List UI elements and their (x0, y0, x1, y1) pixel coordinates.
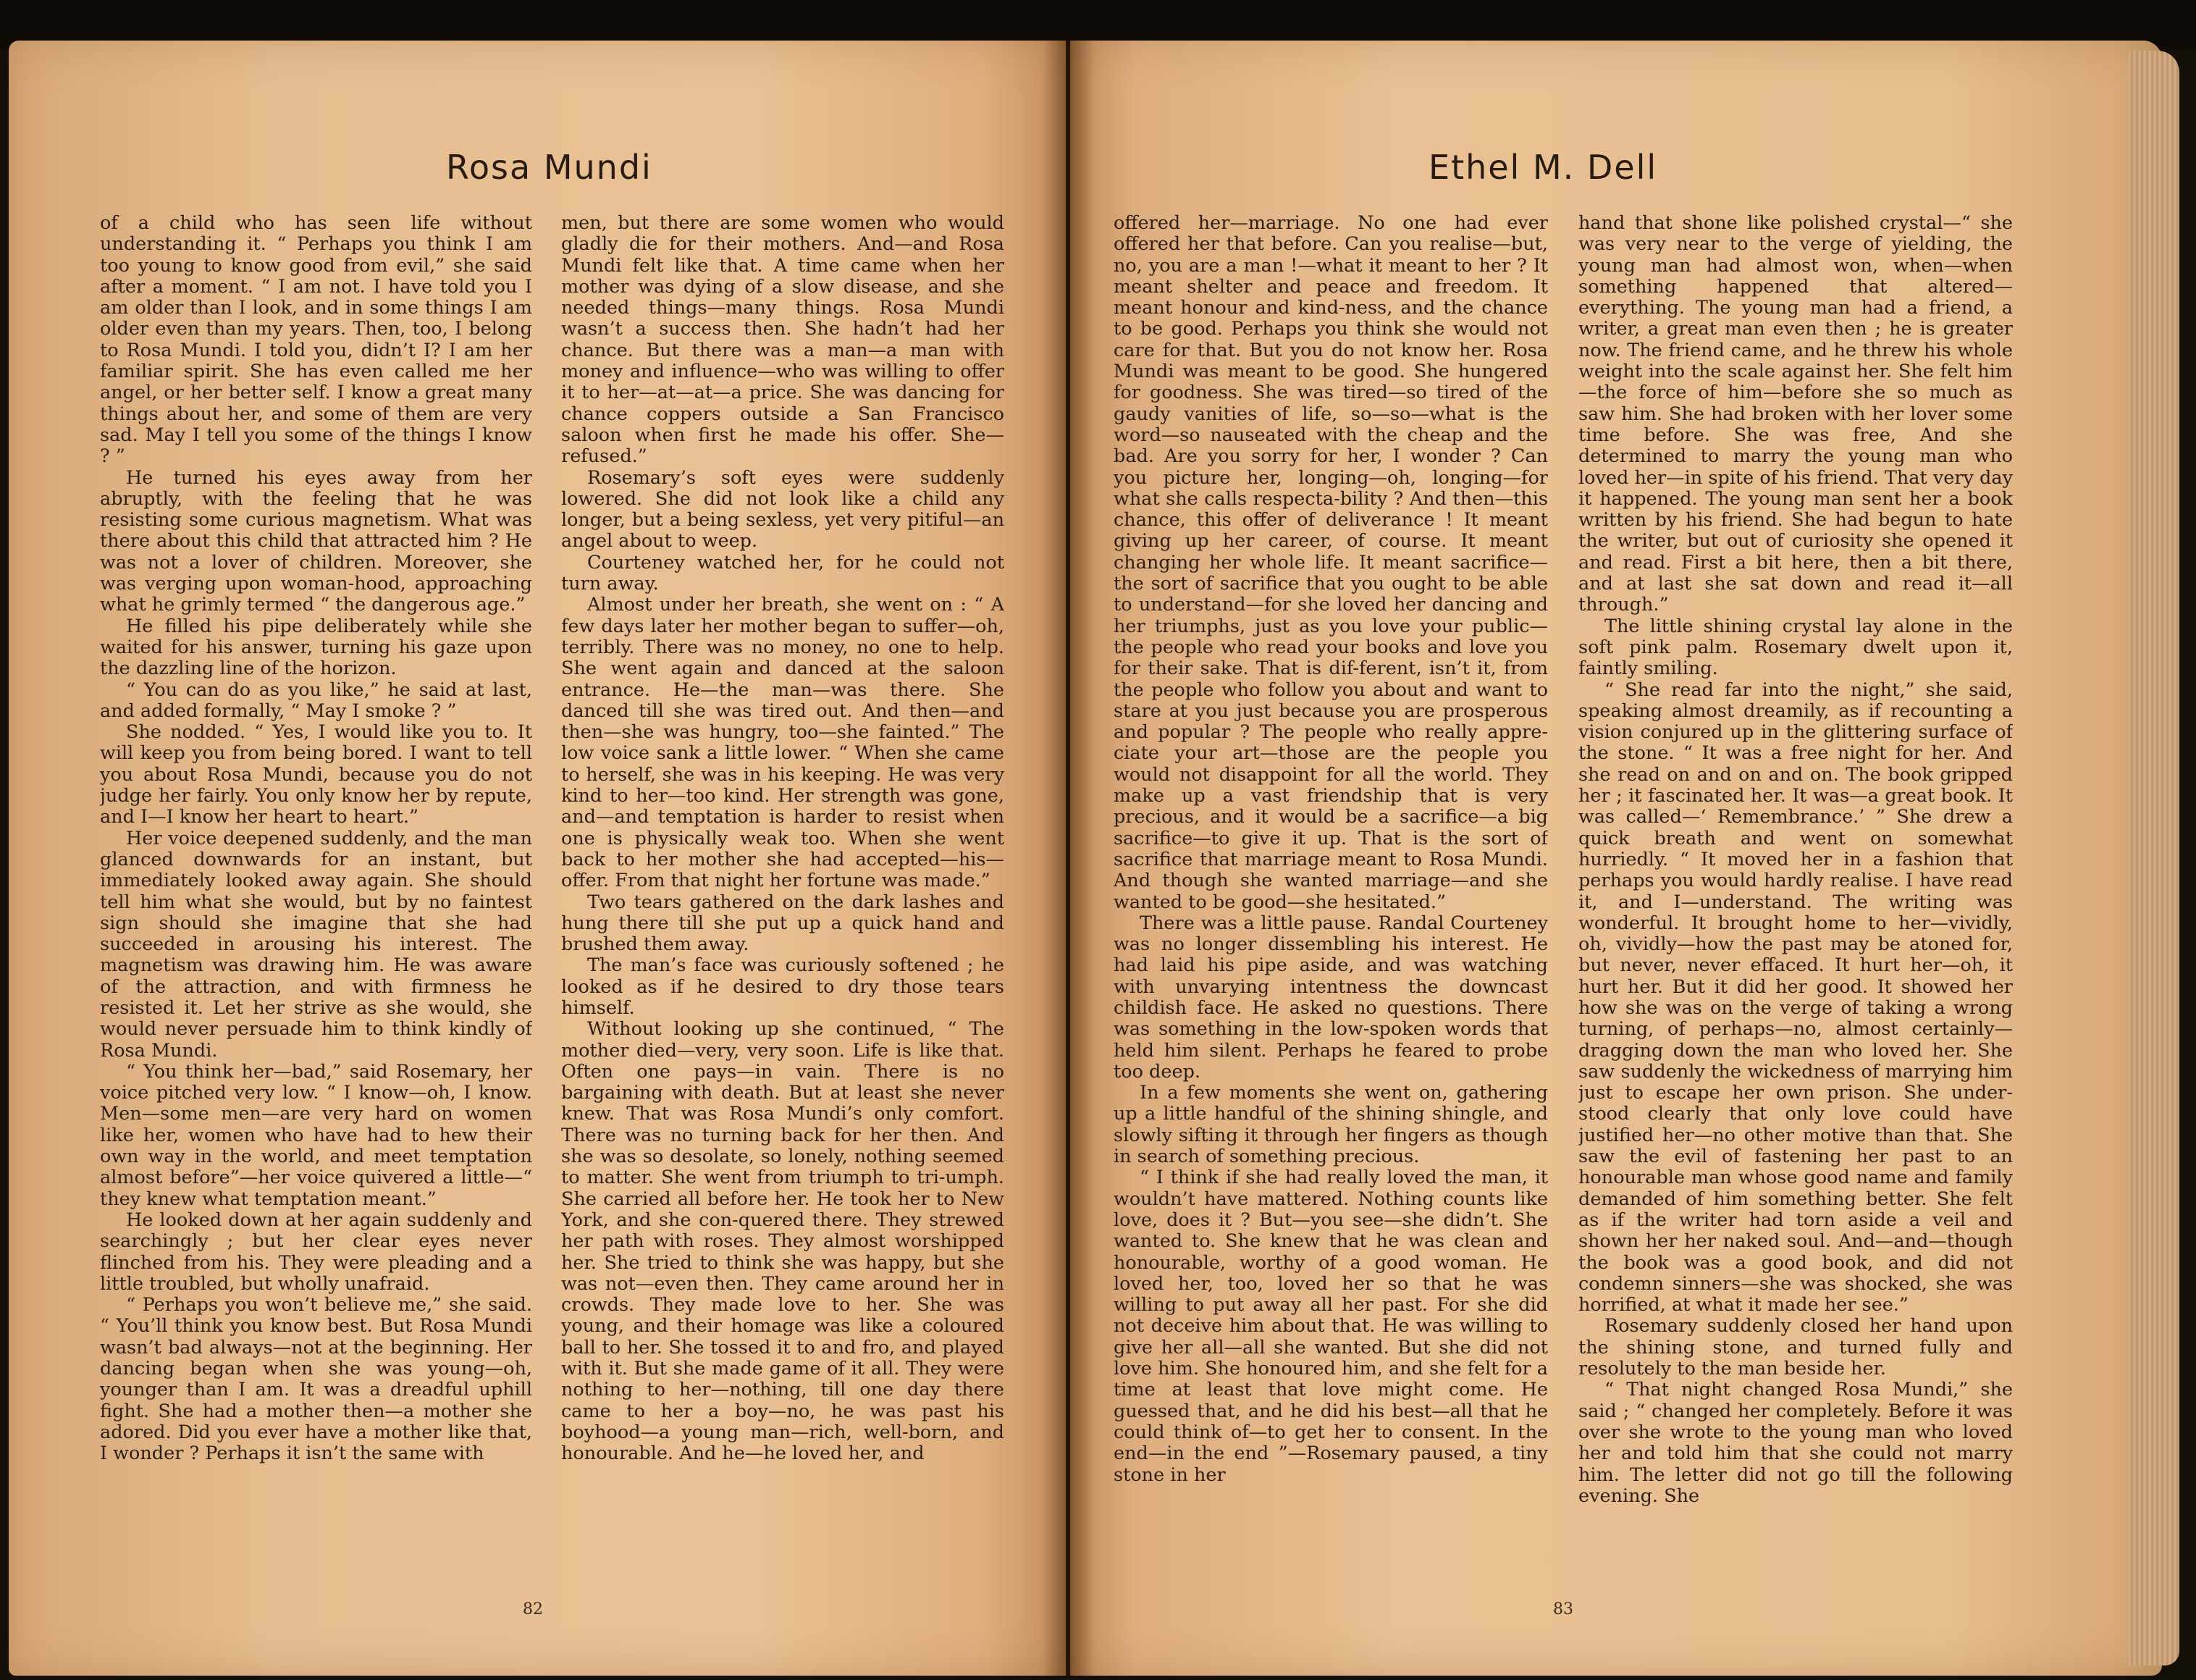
paragraph: There was a little pause. Randal Courteney was no longer dissembling his interest. He had laid his pipe aside, and was watching with unvarying intentness the downcast childish face. He asked no questions. There was something in the low-spoken words that held him silent. Perhaps he feared to probe too deep. (1114, 912, 1548, 1083)
paragraph: She nodded. “ Yes, I would like you to. It will keep you from being bored. I want to tell you about Rosa Mundi, because you do not judge her fairly. You only know her by repute, and I—I know her heart to heart.” (100, 721, 532, 828)
right-page-column-2 (1578, 213, 2013, 1603)
left-page-column-2 (561, 213, 1004, 1603)
paragraph: Her voice deepened suddenly, and the man glanced downwards for an instant, but immediately looked away again. She should tell him what she would, but by no faintest sign should she imagine that she had succeeded in arousing his interest. The magnetism was drawing him. He was aware of the attraction, and with firmness he resisted it. Let her strive as she would, she would never persuade him to think kindly of Rosa Mundi. (100, 827, 532, 1062)
page-edges (2129, 51, 2179, 1666)
running-head-title: Rosa Mundi (446, 148, 652, 187)
running-head-author: Ethel M. Dell (1429, 148, 1658, 187)
paragraph: He turned his eyes away from her abruptly, with the feeling that he was resisting some curious magnetism. What was there about this child that attracted him ? He was not a lover of children. Moreover, she was verging upon woman-hood, approaching what he grimly termed “ the dangerous age.” (100, 466, 532, 616)
paragraph: of a child who has seen life without understanding it. “ Perhaps you think I am too young to know good from evil,” she said after a moment. “ I am not. I have told you I am older than I look, and in some things I am older even than my years. Then, too, I belong to Rosa Mundi. I told you, didn’t I? I am her familiar spirit. She has even called me her angel, or her better self. I know a great many things about her, and some of them are very sad. May I tell you some of the things I know ? ” (100, 213, 532, 468)
paragraph: He looked down at her again suddenly and searchingly ; but her clear eyes never flinched from his. They were pleading and a little troubled, but wholly unafraid. (100, 1209, 532, 1295)
paragraph: Rosemary’s soft eyes were suddenly lowered. She did not look like a child any longer, but a being sexless, yet very pitiful—an angel about to weep. (561, 466, 1004, 553)
page-number: 83 (1553, 1600, 1573, 1618)
paragraph: offered her—marriage. No one had ever offered her that before. Can you realise—but, no, you are a man !—what it meant to her ? It meant shelter and peace and freedom. It meant honour and kind-ness, and the chance to be good. Perhaps you think she would not care for that. But you do not know her. Rosa Mundi was meant to be good. She hungered for goodness. She was tired—so tired of the gaudy vanities of life, so—so—what is the word—so nauseated with the cheap and the bad. Are you sorry for her, I wonder ? Can you picture her, longing—oh, longing—for what she calls respecta-bility ? And then—this chance, this offer of deliverance ! It meant giving up her career, of course. It meant changing her whole life. It meant sacrifice—the sort of sacrifice that you ought to be able to understand—for she loved her dancing and her triumphs, just as you love your public—the people who read your books and love you for their sake. That is dif-ferent, isn’t it, from the people who follow you about and want to stare at you just because you are prosperous and popular ? The people who really appre-ciate your art—those are the people you would not disappoint for all the world. They make up a vast friendship that is very precious, and it would be a sacrifice—a big sacrifice—to give it up. That is the sort of sacrifice that marriage meant to Rosa Mundi. And though she wanted marriage—and she wanted to be good—she hesitated.” (1114, 213, 1548, 913)
paragraph: men, but there are some women who would gladly die for their mothers. And—and Rosa Mundi felt like that. A time came when her mother was dying of a slow disease, and she needed things—many things. Rosa Mundi wasn’t a success then. She hadn’t had her chance. But there was a man—a man with money and influence—who was willing to offer it to her—at—at—a price. She was dancing for chance coppers outside a San Francisco saloon when first he made his offer. She—refused.” (561, 213, 1004, 468)
paragraph: In a few moments she went on, gathering up a little handful of the shining shingle, and slowly sifting it through her fingers as though in search of something precious. (1114, 1082, 1548, 1168)
page-number: 82 (523, 1600, 543, 1618)
paragraph: “ You can do as you like,” he said at last, and added formally, “ May I smoke ? ” (100, 679, 532, 722)
paragraph: hand that shone like polished crystal—“ she was very near to the verge of yielding, the young man had almost won, when—when something happened that altered—everything. The young man had a friend, a writer, a great man even then ; he is greater now. The friend came, and he threw his whole weight into the scale against her. She felt him—the force of him—before she so much as saw him. She had broken with her lover some time before. She was free, And she determined to marry the young man who loved her—in spite of his friend. That very day it happened. The young man sent her a book written by his friend. She had begun to hate the writer, but out of curiosity she opened it and read. First a bit here, then a bit there, and at last she sat down and read it—all through.” (1578, 213, 2013, 616)
paragraph: “ You think her—bad,” said Rosemary, her voice pitched very low. “ I know—oh, I know. Men—some men—are very hard on women like her, women who have had to hew their own way in the world, and meet temptation almost before”—her voice quivered a little—“ they knew what temptation meant.” (100, 1060, 532, 1210)
paragraph: “ Perhaps you won’t believe me,” she said. “ You’ll think you know best. But Rosa Mundi wasn’t bad always—not at the beginning. Her dancing began when she was young—oh, younger than I am. It was a dreadful uphill fight. She had a mother then—a mother she adored. Did you ever have a mother like that, I wonder ? Perhaps it isn’t the same with (100, 1294, 532, 1465)
paragraph: He filled his pipe deliberately while she waited for his answer, turning his gaze upon the dazzling line of the horizon. (100, 615, 532, 680)
paragraph: The man’s face was curiously softened ; he looked as if he desired to dry those tears himself. (561, 954, 1004, 1019)
right-page-column-1 (1114, 213, 1548, 1603)
paragraph: “ She read far into the night,” she said, speaking almost dreamily, as if recounting a vision conjured up in the glittering surface of the stone. “ It was a free night for her. And she read on and on and on. The book gripped her ; it fascinated her. It was—a great book. It was called—‘ Remembrance.’ ” She drew a quick breath and went on somewhat hurriedly. “ It moved her in a fashion that perhaps you would hardly realise. I have read it, and I—understand. The writing was wonderful. It brought home to her—vividly, oh, vividly—how the past may be atoned for, but never, never effaced. It hurt her—oh, it hurt her. But it did her good. It showed her how she was on the verge of taking a wrong turning, of perhaps—no, almost certainly—dragging down the man who loved her. She saw suddenly the wickedness of marrying him just to escape her own prison. She under-stood clearly that only love could have justified her—no other motive than that. She saw the evil of fastening her past to an honourable man whose good name and family demanded of him something better. She felt as if the writer had torn aside a veil and shown her her naked soul. And—and—though the book was a good book, and did not condemn sinners—she was shocked, she was horrified, at what it made her see.” (1578, 679, 2013, 1316)
paragraph: Rosemary suddenly closed her hand upon the shining stone, and turned fully and resolutely to the man beside her. (1578, 1315, 2013, 1380)
paragraph: Almost under her breath, she went on : “ A few days later her mother began to suffer—oh, terribly. There was no money, no one to help. She went again and danced at the saloon entrance. He—the man—was there. She danced till she was tired out. And then—and then—she was hungry, too—she fainted.” The low voice sank a little lower. “ When she came to herself, she was in his keeping. He was very kind to her—too kind. Her strength was gone, and—and temptation is harder to resist when one is physically weak too. When she went back to her mother she had accepted—his—offer. From that night her fortune was made.” (561, 594, 1004, 892)
paragraph: Two tears gathered on the dark lashes and hung there till she put up a quick hand and brushed them away. (561, 891, 1004, 956)
right-page (1070, 41, 2162, 1676)
paragraph: “ That night changed Rosa Mundi,” she said ; “ changed her completely. Before it was over she wrote to the young man who loved her and told him that she could not marry him. The letter did not go till the following evening. She (1578, 1379, 2013, 1507)
left-page-column-1 (100, 213, 532, 1603)
paragraph: “ I think if she had really loved the man, it wouldn’t have mattered. Nothing counts like love, does it ? But—you see—she didn’t. She wanted to. She knew that he was clean and honourable, worthy of a good woman. He loved her, too, loved her so that he was willing to put away all her past. For she did not deceive him about that. He was willing to give her all—all she wanted. But she did not love him. She honoured him, and she felt for a time at least that love might come. He guessed that, and he did his best—all that he could think of—to get her to consent. In the end—in the end ”—Rosemary paused, a tiny stone in her (1114, 1167, 1548, 1486)
paragraph: The little shining crystal lay alone in the soft pink palm. Rosemary dwelt upon it, faintly smiling. (1578, 615, 2013, 680)
left-page (9, 41, 1066, 1676)
book-spine-gutter (1043, 41, 1095, 1676)
paragraph: Without looking up she continued, “ The mother died—very, very soon. Life is like that. Often one pays—in vain. There is no bargaining with death. But at least she never knew. That was Rosa Mundi’s only comfort. There was no turning back for her then. And she was so desolate, so lonely, nothing seemed to matter. She went from triumph to tri-umph. She carried all before her. He took her to New York, and she con-quered there. They strewed her path with roses. They almost worshipped her. She tried to think she was happy, but she was not—even then. They came around her in crowds. They made love to her. She was young, and their homage was like a coloured ball to her. She tossed it to and fro, and played with it. But she made game of it all. They were nothing to her—nothing, till one day there came to her a boy—no, he was past his boyhood—a young man—rich, well-born, and honourable. And he—he loved her, and (561, 1018, 1004, 1465)
paragraph: Courteney watched her, for he could not turn away. (561, 551, 1004, 595)
